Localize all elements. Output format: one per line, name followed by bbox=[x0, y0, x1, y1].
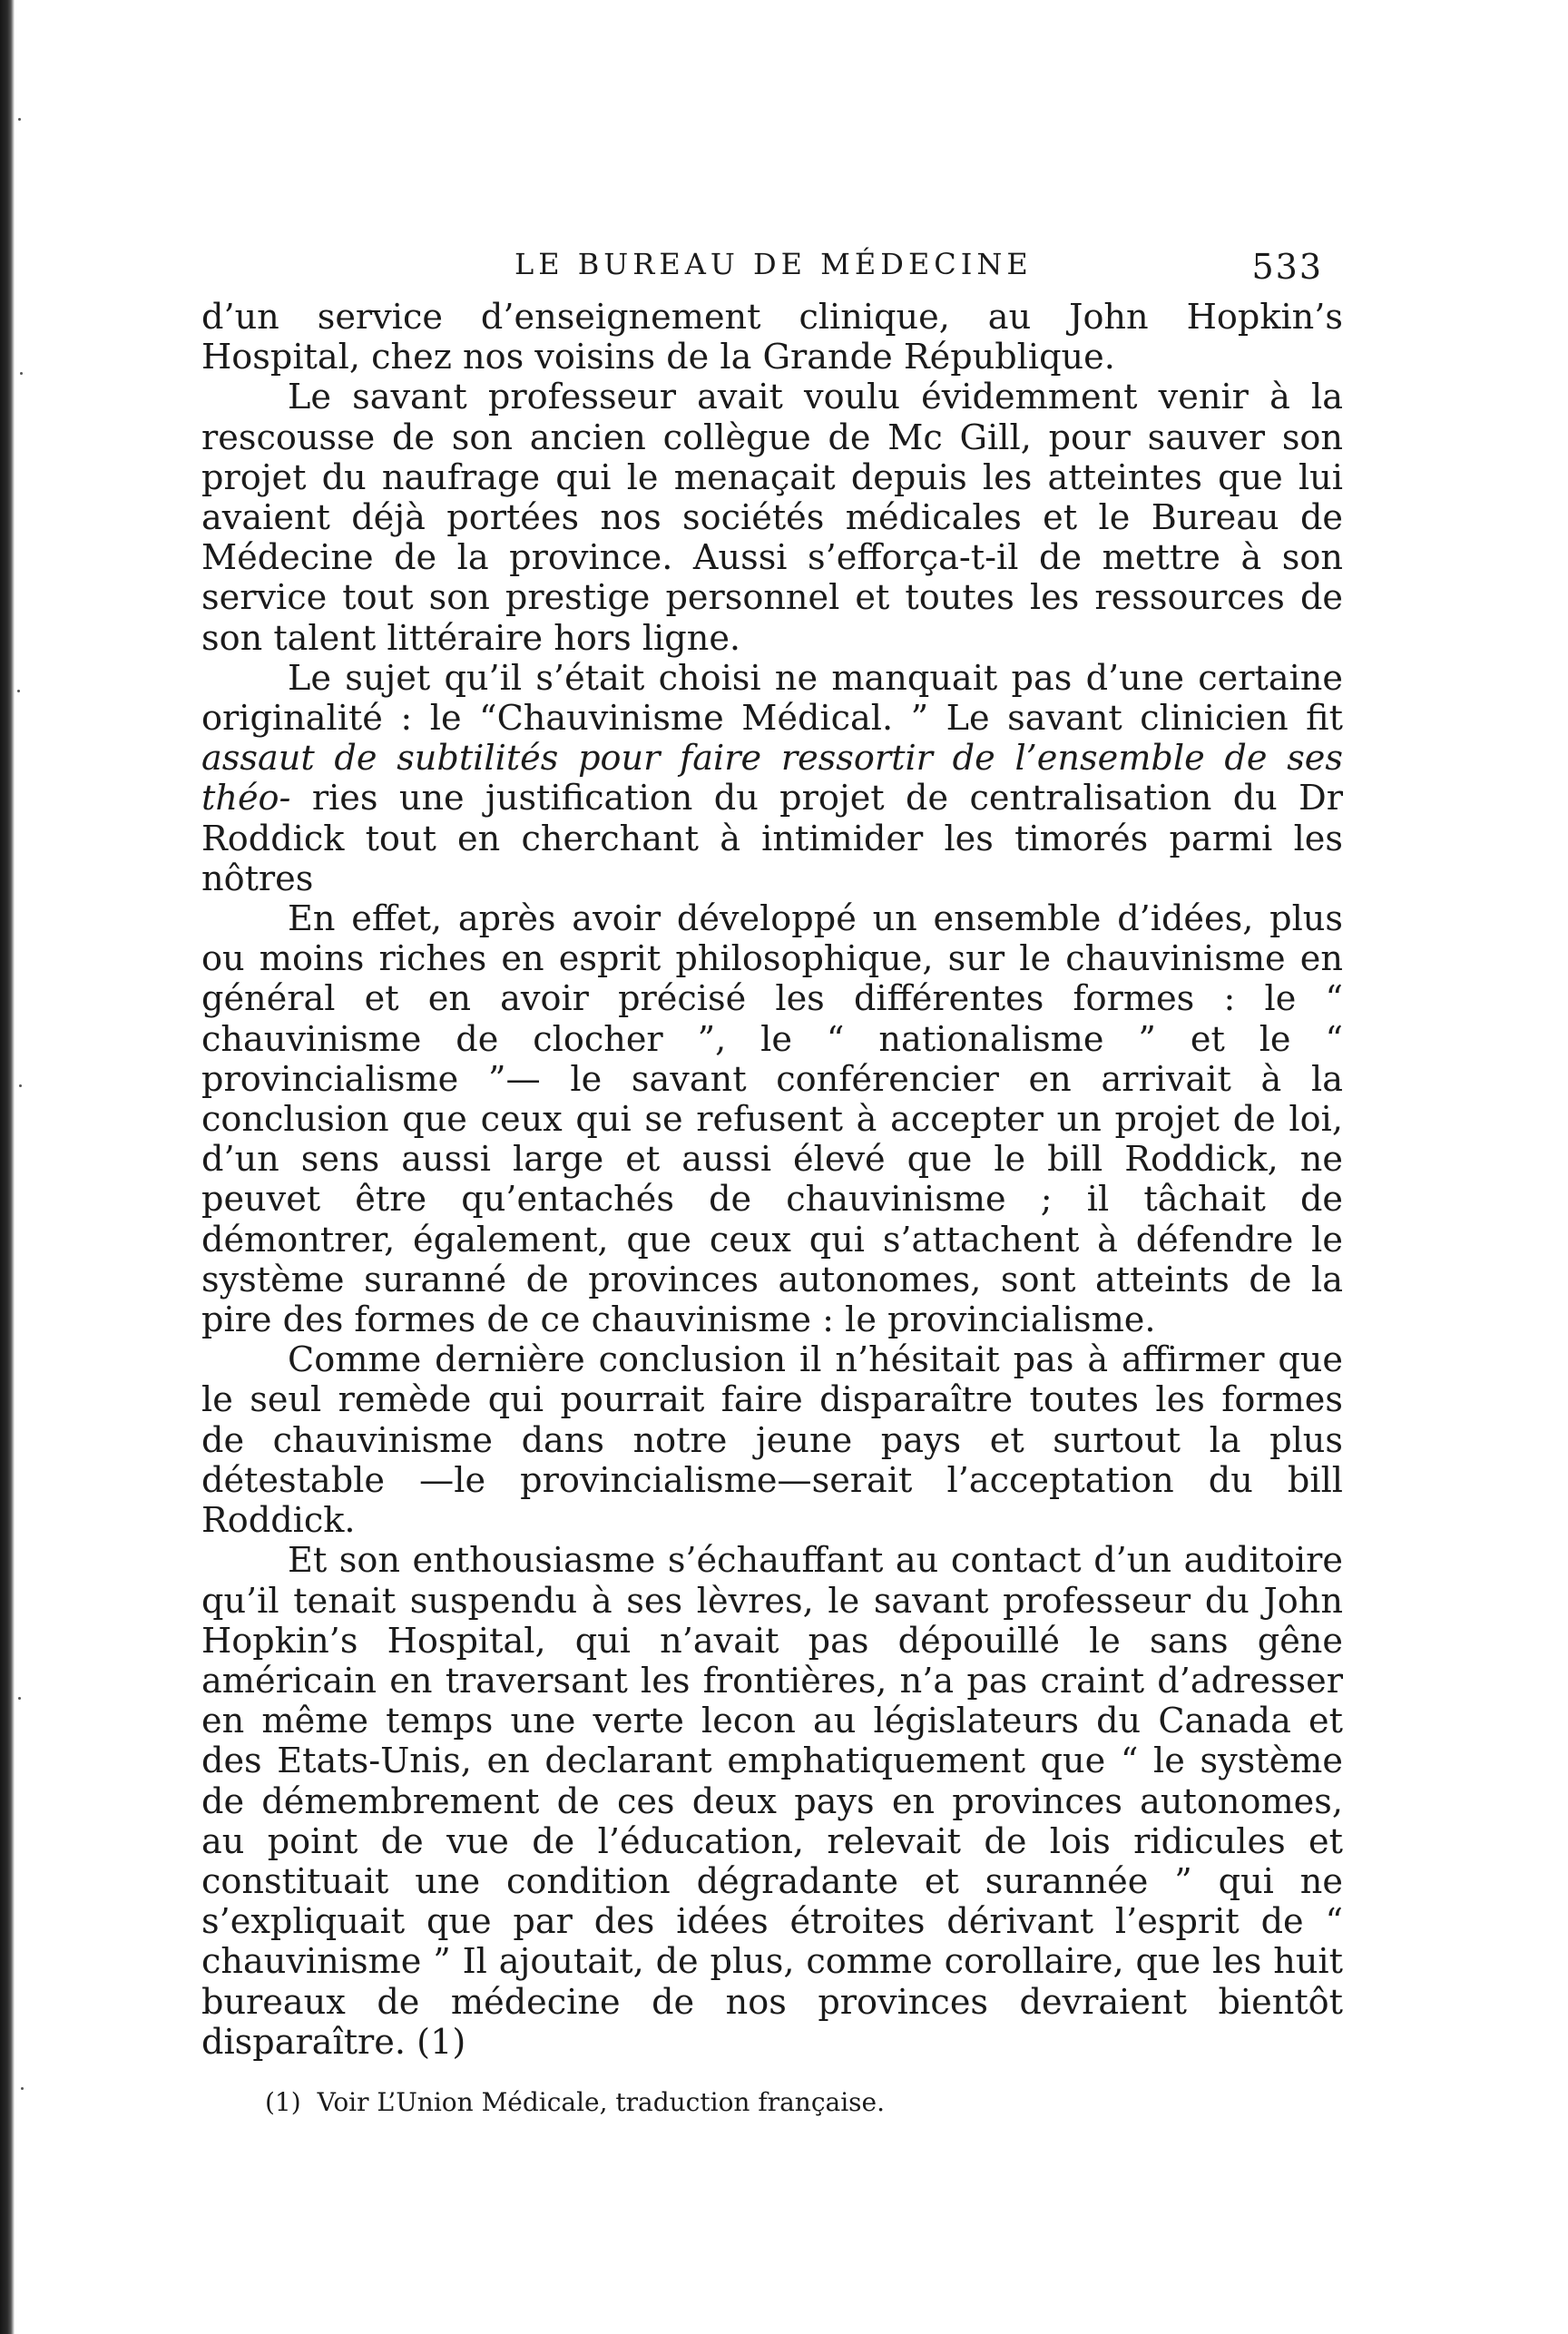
footnote bbox=[201, 2086, 1343, 2119]
scan-speck bbox=[20, 372, 23, 375]
page-number: 533 bbox=[1251, 247, 1323, 287]
scan-speck bbox=[17, 690, 20, 692]
running-title: LE BUREAU DE MÉDECINE bbox=[514, 247, 1033, 281]
scan-speck bbox=[21, 2087, 24, 2090]
paragraph-4: En effet, après avoir développé un ensemble d’idées, plus ou moins riches en esprit philosophique, sur le chauvinisme en général et en avoir précisé les différentes formes : le “ chauvinisme de clocher ”, le “ nationalisme ” et le “ provincialisme ”— le savant conférencier en arrivait à la conclusion que ceux qui se refusent à accepter un projet de loi, d’un sens aussi large et aussi élevé que le bill Roddick, ne peuvet être qu’entachés de chauvinisme ; il tâchait de démontrer, également, que ceux qui s’attachent à défendre le système suranné de provinces autonomes, sont atteints de la pire des formes de ce chauvinisme : le provincialisme. bbox=[201, 899, 1343, 1341]
paragraph-6: Et son enthousiasme s’échauffant au contact d’un auditoire qu’il tenait suspendu à ses lèvres, le savant professeur du John Hopkin’s Hospital, qui n’avait pas dépouillé le sans gêne américain en traversant les frontières, n’a pas craint d’adresser en même temps une verte lecon au législateurs du Canada et des Etats-Unis, en declarant emphatiquement que “ le système de démembrement de ces deux pays en provinces autonomes, au point de vue de l’éducation, relevait de lois ridicules et constituait une condition dégradante et surannée ” qui ne s’expliquait que par des idées étroites dérivant l’esprit de “ chauvinisme ” Il ajoutait, de plus, comme corollaire, que les huit bureaux de médecine de nos provinces devraient bientôt disparaître. (1) bbox=[201, 1541, 1343, 2063]
paragraph-3-start: Le sujet qu’il s’était choisi ne manquait pas d’une certaine originalité : le “Chauvinisme Médical. ” Le savant clinicien fit bbox=[201, 658, 1343, 740]
paragraph-3-italic: assaut de subtilités pour faire ressortir de l’ensemble de ses théo- bbox=[201, 739, 1343, 819]
scan-speck bbox=[19, 1084, 22, 1087]
scanned-page-edge bbox=[0, 0, 15, 2334]
footnote-text: Voir L’Union Médicale, traduction française. bbox=[317, 2086, 886, 2117]
footnote-marker: (1) bbox=[265, 2086, 301, 2117]
running-head bbox=[201, 243, 1343, 298]
scan-speck bbox=[18, 1697, 21, 1700]
book-page bbox=[201, 243, 1343, 2119]
paragraph-2: Le savant professeur avait voulu évidemment venir à la rescousse de son ancien collègue de Mc Gill, pour sauver son projet du naufrage qui le menaçait depuis les atteintes que lui avaient déjà portées nos sociétés médicales et le Bureau de Médecine de la province. Aussi s’efforça-t-il de mettre à son service tout son prestige personnel et toutes les ressources de son talent littéraire hors ligne. bbox=[201, 378, 1343, 659]
paragraph-3-end: ries une justification du projet de centralisation du Dr Roddick tout en cherchant à intimider les timorés parmi les nôtres bbox=[201, 779, 1343, 899]
scan-specks bbox=[16, 0, 25, 2334]
paragraph-5: Comme dernière conclusion il n’hésitait pas à affirmer que le seul remède qui pourrait faire disparaître toutes les formes de chauvinisme dans notre jeune pays et surtout la plus détestable —le provincialisme—serait l’acceptation du bill Roddick. bbox=[201, 1340, 1343, 1542]
scan-speck bbox=[18, 118, 21, 121]
body-text bbox=[201, 298, 1343, 2063]
paragraph-3 bbox=[201, 659, 1343, 899]
paragraph-1: d’un service d’enseignement clinique, au John Hopkin’s Hospital, chez nos voisins de la Grande République. bbox=[201, 298, 1343, 378]
